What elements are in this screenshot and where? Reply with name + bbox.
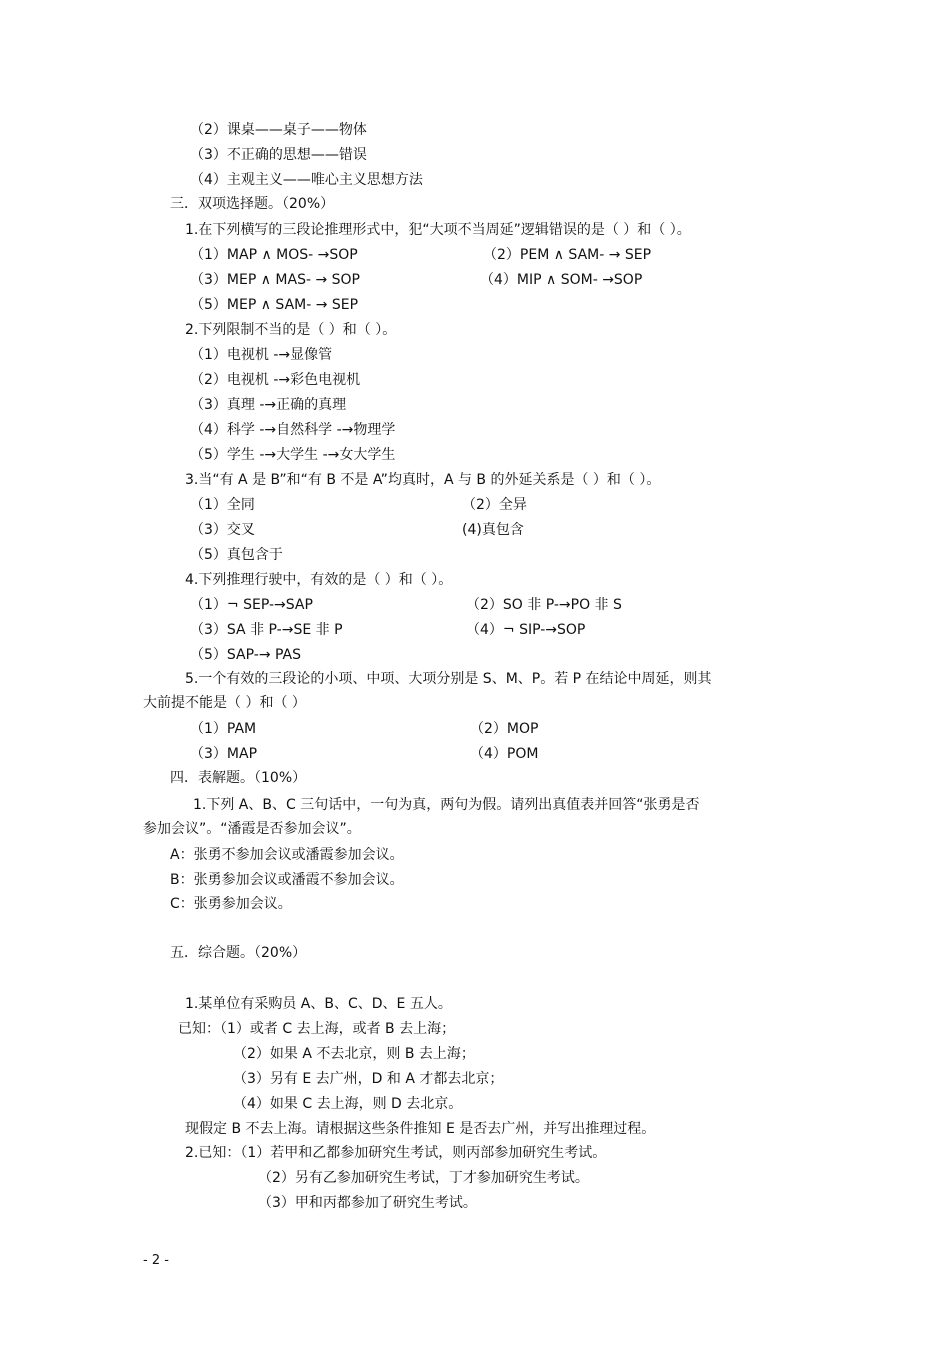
question-stem-continued: 参加会议”。“潘霞是否参加会议”。	[143, 821, 361, 837]
question-stem: 5.一个有效的三段论的小项、中项、大项分别是 S、M、P。若 P 在结论中周延，则其	[185, 671, 712, 687]
option-item: （5）MEP ∧ SAM- → SEP	[190, 297, 359, 313]
option-item: （2）PEM ∧ SAM- → SEP	[483, 247, 652, 263]
condition-item: 2.已知：（1）若甲和乙都参加研究生考试，则丙部参加研究生考试。	[185, 1145, 607, 1161]
section-heading: 三．双项选择题。（20%）	[170, 196, 335, 212]
question-stem: 1.某单位有采购员 A、B、C、D、E 五人。	[185, 996, 452, 1012]
condition-item: （3）另有 E 去广州，D 和 A 才都去北京；	[233, 1071, 504, 1087]
option-item: （2）SO 非 P-→PO 非 S	[466, 597, 622, 613]
option-item: （4）¬ SIP-→SOP	[466, 622, 586, 638]
condition-item: （4）如果 C 去上海，则 D 去北京。	[233, 1096, 463, 1112]
option-item: （2）电视机 -→彩色电视机	[190, 372, 361, 388]
option-item: （3）SA 非 P-→SE 非 P	[190, 622, 343, 638]
statement: A：张勇不参加会议或潘霞参加会议。	[170, 847, 404, 863]
option-item: （4）MIP ∧ SOM- →SOP	[480, 272, 643, 288]
condition-item: （2）另有乙参加研究生考试，丁才参加研究生考试。	[258, 1170, 589, 1186]
condition-item: （2）如果 A 不去北京，则 B 去上海；	[233, 1046, 475, 1062]
section-heading: 五．综合题。（20%）	[170, 945, 307, 961]
option-item: （4）POM	[470, 746, 539, 762]
question-stem: 1.下列 A、B、C 三句话中，一句为真，两句为假。请列出真值表并回答“张勇是否	[193, 797, 700, 813]
option-item: （2）全异	[462, 497, 527, 513]
option-item: （5）学生 -→大学生 -→女大学生	[190, 447, 396, 463]
page-number: - 2 -	[143, 1253, 169, 1268]
option-item: （1）¬ SEP-→SAP	[190, 597, 313, 613]
option-item: （5）SAP-→ PAS	[190, 647, 302, 663]
option-item: (4)真包含	[462, 522, 524, 538]
question-stem-continued: 大前提不能是（ ）和（ ）	[143, 695, 306, 711]
option-item: （1）MAP ∧ MOS- →SOP	[190, 247, 358, 263]
option-item: （3）MEP ∧ MAS- → SOP	[190, 272, 360, 288]
option-item: （2）MOP	[470, 721, 539, 737]
option-item: （3）交叉	[190, 522, 255, 538]
list-item: （3）不正确的思想——错误	[190, 147, 367, 163]
condition-item: 已知：（1）或者 C 去上海，或者 B 去上海；	[178, 1021, 456, 1037]
option-item: （4）科学 -→自然科学 -→物理学	[190, 422, 396, 438]
section-heading: 四．表解题。（10%）	[170, 770, 307, 786]
list-item: （2）课桌——桌子——物体	[190, 122, 367, 138]
option-item: （5）真包含于	[190, 547, 283, 563]
option-item: （1）PAM	[190, 721, 257, 737]
option-item: （3）MAP	[190, 746, 258, 762]
statement: B：张勇参加会议或潘霞不参加会议。	[170, 872, 404, 888]
list-item: （4）主观主义——唯心主义思想方法	[190, 172, 423, 188]
option-item: （1）电视机 -→显像管	[190, 347, 333, 363]
question-stem: 2.下列限制不当的是（ ）和（ ）。	[185, 322, 397, 338]
option-item: （1）全同	[190, 497, 255, 513]
condition-item: （3）甲和丙都参加了研究生考试。	[258, 1195, 477, 1211]
question-task: 现假定 B 不去上海。请根据这些条件推知 E 是否去广州，并写出推理过程。	[185, 1121, 656, 1137]
option-item: （3）真理 -→正确的真理	[190, 397, 347, 413]
question-stem: 3.当“有 A 是 B”和“有 B 不是 A”均真时，A 与 B 的外延关系是（ ）和（ ）。	[185, 472, 661, 488]
question-stem: 4.下列推理行驶中，有效的是（ ）和（ ）。	[185, 572, 453, 588]
question-stem: 1.在下列横写的三段论推理形式中，犯“大项不当周延”逻辑错误的是（ ）和（ ）。	[185, 222, 691, 238]
statement: C：张勇参加会议。	[170, 896, 292, 912]
